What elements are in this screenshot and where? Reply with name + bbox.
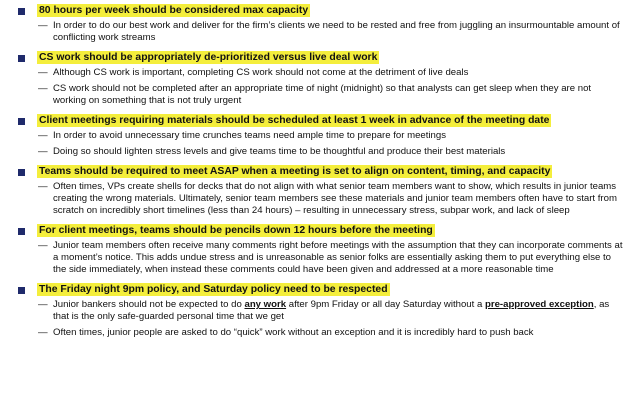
section-friday-policy	[0, 283, 640, 339]
text-run: , as that is the only safe-guarded personal time that we get	[53, 299, 610, 322]
list-item	[0, 240, 640, 276]
dash-bullet: —	[38, 327, 48, 338]
list-item	[0, 146, 640, 158]
square-bullet-icon	[18, 55, 25, 62]
section-heading: The Friday night 9pm policy, and Saturday policy need to be respected	[39, 284, 388, 295]
list-item	[0, 20, 640, 44]
section-cs-work	[0, 51, 640, 107]
list-item-text: CS work should not be completed after an appropriate time of night (midnight) so that analysts can get sleep when they are not working on something that is not truly urgent	[53, 83, 592, 106]
dash-bullet: —	[38, 83, 48, 94]
emphasis-any-work: any work	[244, 299, 287, 310]
list-item	[0, 130, 640, 142]
dash-bullet: —	[38, 181, 48, 192]
square-bullet-icon	[18, 228, 25, 235]
list-item	[0, 83, 640, 107]
text-run: after 9pm Friday or all day Saturday without a	[286, 299, 485, 310]
list-item	[0, 299, 640, 323]
list-item-text: Junior team members often receive many comments right before meetings with the assumption that they can incorporate comments at a moment’s notice. This adds undue stress and is unreasonable as senior folks are essentially asking them to put everything else to the side immediately, when instead these comments could have been given and addressed at a more reasonable time	[53, 240, 623, 275]
dash-bullet: —	[38, 146, 48, 157]
list-item	[0, 181, 640, 217]
list-item-text	[53, 299, 626, 323]
section-heading: Teams should be required to meet ASAP when a meeting is set to align on content, timing, and capacity	[39, 166, 551, 177]
dash-bullet: —	[38, 130, 48, 141]
section-heading: For client meetings, teams should be pencils down 12 hours before the meeting	[39, 225, 433, 236]
section-heading: 80 hours per week should be considered max capacity	[39, 5, 309, 16]
square-bullet-icon	[18, 169, 25, 176]
square-bullet-icon	[18, 8, 25, 15]
list-item-text: Often times, VPs create shells for decks that do not align with what senior team members want to show, which results in junior teams creating the wrong materials. Ultimately, senior team members see these materials and junior team members often have to start from scratch on incredibly short timelines (less than 24 hours) – resulting in unnecessary stress, subpar work, and lack of sleep	[53, 181, 617, 216]
emphasis-pre-approved-exception: pre-approved exception	[484, 299, 594, 310]
list-item	[0, 327, 640, 339]
list-item-text: In order to avoid unnecessary time crunches teams need ample time to prepare for meetings	[53, 130, 447, 141]
dash-bullet: —	[38, 20, 48, 31]
section-client-meetings	[0, 114, 640, 158]
list-item-text: In order to do our best work and deliver for the firm’s clients we need to be rested and free from juggling an insurmountable amount of conflicting work streams	[53, 20, 620, 43]
section-max-capacity	[0, 4, 640, 44]
list-item-text: Often times, junior people are asked to do “quick” work without an exception and it is incredibly hard to push back	[53, 327, 534, 338]
list-item-text: Doing so should lighten stress levels and give teams time to be thoughtful and produce their best materials	[53, 146, 506, 157]
list-item	[0, 67, 640, 79]
section-heading: CS work should be appropriately de-prioritized versus live deal work	[39, 52, 378, 63]
square-bullet-icon	[18, 287, 25, 294]
dash-bullet: —	[38, 240, 48, 251]
square-bullet-icon	[18, 118, 25, 125]
section-meet-asap	[0, 165, 640, 217]
section-pencils-down	[0, 224, 640, 276]
text-run: Junior bankers should not be expected to do	[53, 299, 245, 310]
list-item-text: Although CS work is important, completing CS work should not come at the detriment of live deals	[53, 67, 469, 78]
section-heading: Client meetings requiring materials should be scheduled at least 1 week in advance of the meeting date	[39, 115, 550, 126]
dash-bullet: —	[38, 299, 48, 310]
dash-bullet: —	[38, 67, 48, 78]
